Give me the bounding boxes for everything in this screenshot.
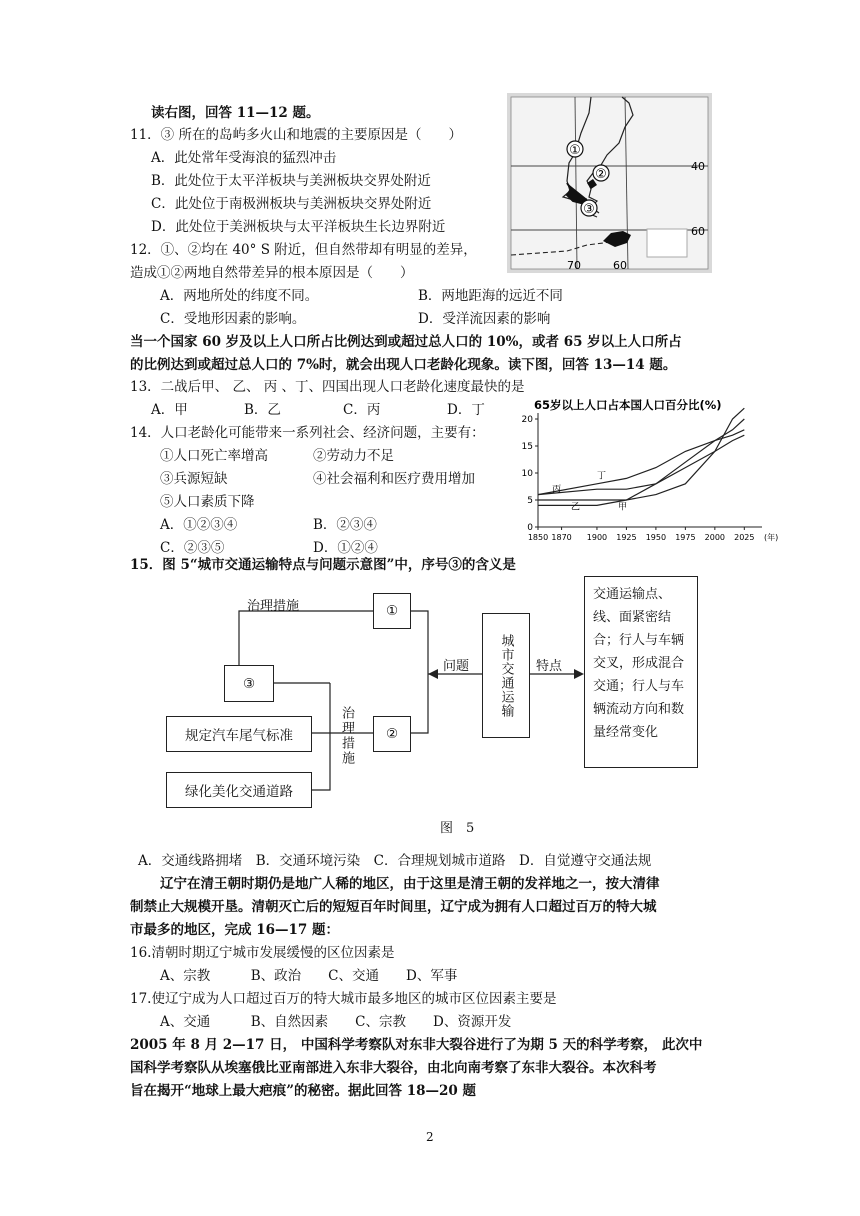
box-1-label: ①: [385, 603, 399, 619]
chart-series-label: 甲: [618, 502, 628, 513]
box-transport-features: [584, 576, 698, 768]
q11-stem: 11．③ 所在的岛屿多火山和地震的主要原因是（ ）: [130, 127, 462, 143]
map-marker-2-label: ②: [595, 167, 607, 182]
intro-16-17-line1: 辽宁在清王朝时期仍是地广人稀的地区，由于这里是清王朝的发祥地之一，按大清律: [160, 876, 660, 892]
lon-70-label: 70: [567, 259, 581, 272]
page-number: 2: [426, 1130, 434, 1144]
q11-option-c: C．此处位于南极洲板块与美洲板块交界处附近: [151, 196, 432, 212]
box-urban-transport: [482, 613, 530, 738]
q14-option-a: A．①②③④: [160, 517, 238, 533]
south-america-map: [507, 93, 712, 273]
chart-x-tick-label: 1900: [586, 533, 608, 542]
q12-stem-line1: 12．①、②均在 40° S 附近，但自然带却有明显的差异，: [130, 242, 477, 258]
box-1: [373, 593, 411, 629]
q12-option-a: A．两地所处的纬度不同。: [160, 288, 319, 304]
intro-18-20-line1: 2005 年 8 月 2—17 日， 中国科学考察队对东非大裂谷进行了为期 5 天的科学考察， 此次中: [130, 1037, 703, 1053]
box-exhaust-standard-label: 规定汽车尾气标准: [185, 728, 293, 744]
q14-stem: 14．人口老龄化可能带来一系列社会、经济问题，主要有：: [130, 425, 485, 441]
box-green-roads-label: 绿化美化交通道路: [185, 784, 293, 800]
lat-40-label: 40: [691, 160, 705, 173]
chart-lines: [538, 408, 744, 513]
chart-title: 65岁以上人口占本国人口百分比(%): [534, 398, 722, 412]
intro-18-20-line3: 旨在揭开“地球上最大疤痕”的秘密。据此回答 18—20 题: [130, 1083, 477, 1099]
chart-x-tick-label: 1925: [616, 533, 637, 542]
label-feature: 特点: [536, 659, 563, 674]
q11-option-b: B．此处位于太平洋板块与美洲板块交界处附近: [151, 173, 431, 189]
map-marker-1-label: ①: [569, 143, 581, 158]
chart-x-tick-label: 1870: [551, 533, 572, 542]
arrow-problem: [428, 669, 438, 679]
q13-option-c: C．丙: [343, 402, 381, 418]
box-transport-features-label: 交通运输点、线、面紧密结合；行人与车辆交叉，形成混合交通；行人与车辆流动方向和数量经常变化: [593, 587, 685, 740]
intro-16-17-line3: 市最多的地区，完成 16—17 题：: [130, 922, 339, 938]
chart-x-tick-label: 1950: [645, 533, 667, 542]
chart-x-tick-label: 2000: [704, 533, 726, 542]
map-marker-3-label: ③: [583, 202, 595, 217]
chart-y-tick-label: 0: [527, 523, 533, 533]
q16-stem: 16.清朝时期辽宁城市发展缓慢的区位因素是: [130, 945, 395, 961]
map-blank-label: [647, 229, 687, 257]
label-zhili-side: 治理措施: [339, 706, 354, 766]
box-2: [373, 716, 411, 752]
intro-18-20-line2: 国科学考察队从埃塞俄比亚南部进入东非大裂谷，由北向南考察了东非大裂谷。本次科考: [130, 1060, 657, 1076]
line-zhili-top: [239, 611, 373, 665]
q17-stem: 17.使辽宁成为人口超过百万的特大城市最多地区的城市区位因素主要是: [130, 991, 557, 1007]
chart-series-line-2: [538, 435, 744, 505]
q12-option-b: B．两地距海的远近不同: [418, 288, 563, 304]
chart-y-tick-label: 15: [521, 442, 533, 452]
q14-item-3: ③兵源短缺: [160, 471, 228, 487]
q14-option-b: B．②③④: [313, 517, 377, 533]
q15-options: A．交通线路拥堵 B．交通环境污染 C．合理规划城市道路 D．自觉遵守交通法规: [138, 853, 652, 869]
intro-13-14-line1: 当一个国家 60 岁及以上人口所占比例达到或超过总人口的 10%，或者 65 岁以上人口所占: [130, 334, 682, 350]
chart-series-line-0: [538, 430, 744, 495]
intro-16-17-line2: 制禁止大规模开垦。清朝灭亡后的短短百年时间里，辽宁成为拥有人口超过百万的特大城: [130, 899, 657, 915]
chart-x-tick-label: 2025: [734, 533, 755, 542]
chart-series-label: 丙: [552, 484, 562, 495]
label-problem: 问题: [443, 659, 470, 674]
intro-13-14-line2: 的比例达到或超过总人口的 7%时，就会出现人口老龄化现象。读下图，回答 13—14 题。: [130, 357, 677, 373]
box-urban-transport-label: 城市交通运输: [498, 633, 514, 718]
line-green-to-3: [312, 683, 330, 790]
box-2-label: ②: [385, 726, 399, 742]
chart-y-tick-label: 5: [527, 496, 533, 506]
q13-option-a: A．甲: [151, 402, 188, 418]
q14-item-2: ②劳动力不足: [313, 448, 394, 464]
q12-option-d: D．受洋流因素的影响: [418, 311, 551, 327]
q14-option-d: D．①②④: [313, 540, 378, 556]
chart-ticks: [522, 415, 779, 542]
arrow-feature: [574, 669, 584, 679]
q12-option-c: C．受地形因素的影响。: [160, 311, 306, 327]
q14-item-4: ④社会福利和医疗费用增加: [313, 471, 475, 487]
chart-x-tick-label: 1850: [527, 533, 549, 542]
chart-x-unit: (年): [764, 533, 779, 542]
line-right-bracket: [410, 611, 428, 733]
chart-series-label: 丁: [596, 471, 606, 482]
box-3-label: ③: [242, 675, 256, 692]
q11-option-a: A．此处常年受海浪的猛烈冲击: [151, 150, 337, 166]
lon-60-label: 60: [613, 259, 627, 272]
box-3: [224, 665, 274, 702]
intro-11-12: 读右图，回答 11—12 题。: [151, 105, 320, 121]
chart-x-tick-label: 1975: [675, 533, 696, 542]
box-exhaust-standard: [166, 716, 312, 752]
q13-option-d: D．丁: [447, 402, 485, 418]
q12-stem-line2: 造成①②两地自然带差异的根本原因是（ ）: [130, 265, 414, 281]
figure-caption: 图 5: [440, 821, 475, 836]
q14-option-c: C．②③⑤: [160, 540, 225, 556]
q15-stem: 15．图 5“城市交通运输特点与问题示意图”中，序号③的含义是: [130, 557, 516, 573]
chart-y-tick-label: 20: [521, 415, 533, 425]
label-zhili-top: 治理措施: [247, 599, 300, 614]
chart-y-tick-label: 10: [521, 469, 533, 479]
q13-stem: 13．二战后甲、 乙、 丙 、丁、四国出现人口老龄化速度最快的是: [130, 379, 525, 395]
aging-line-chart: [512, 393, 779, 553]
q17-options: A、交通 B、自然因素 C、宗教 D、资源开发: [160, 1014, 512, 1030]
q11-option-d: D．此处位于美洲板块与太平洋板块生长边界附近: [151, 219, 446, 235]
chart-series-label: 乙: [571, 502, 581, 513]
lat-60-label: 60: [691, 225, 705, 238]
q14-item-5: ⑤人口素质下降: [160, 494, 255, 510]
q16-options: A、宗教 B、政治 C、交通 D、军事: [160, 968, 458, 984]
q14-item-1: ①人口死亡率增高: [160, 448, 268, 464]
q13-option-b: B．乙: [244, 402, 281, 418]
chart-series-line-1: [538, 419, 744, 495]
box-green-roads: [166, 772, 312, 808]
